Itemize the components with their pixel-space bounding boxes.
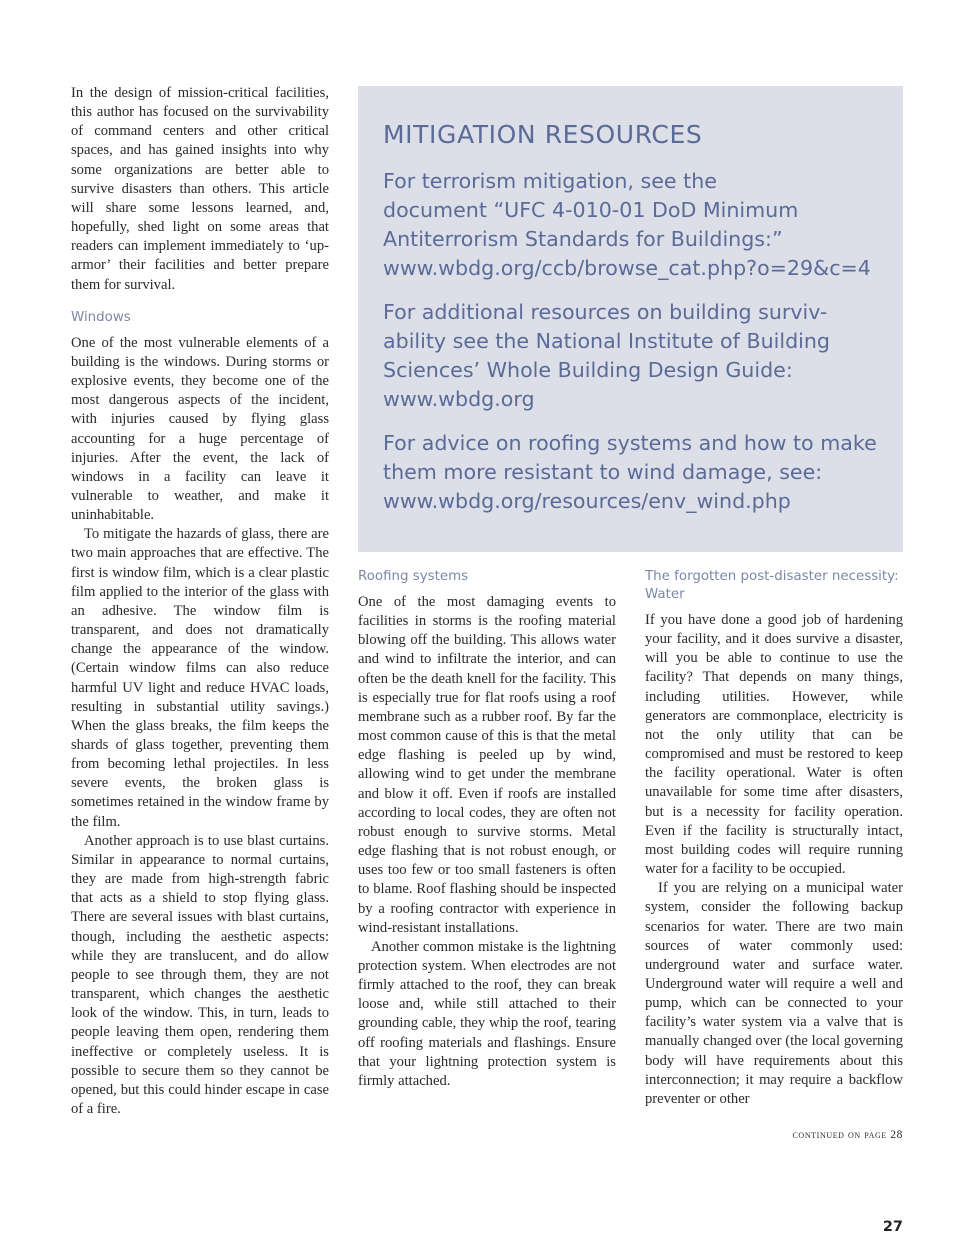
continued-on-page (645, 1129, 903, 1141)
windows-heading: Windows (71, 309, 131, 325)
windows-paragraph-3: Another approach is to use blast curtains. Similar in appearance to normal curtains, they are made from high-strength fabric that acts as a shield to stop flying glass. There are several issues with blast curtains, though, including the aesthetic aspects: while they are translucent, and do allow people to see through them, they are not transparent, which changes the aesthetic look of the window. This, in turn, leads to people leaving them open, rendering them ineffective or completely useless. It is possible to secure them so they cannot be opened, but this could hinder escape in case of a fire. (71, 832, 329, 1117)
sidebar-line: them more resistant to wind damage, see: (383, 460, 823, 484)
intro-paragraph: In the design of mission-critical facilities, this author has focused on the survivability of command centers and other critical spaces, and has gained insights into why some organizations are better able to survive disasters than others. This article will share some lessons learned, and, hopefully, shed light on some areas that readers can implement immediately to ‘up-armor’ their facilities and better prepare them for survival. (71, 85, 329, 293)
left-column (71, 84, 329, 1119)
sidebar-link-env-wind[interactable]: www.wbdg.org/resources/env_wind.php (383, 489, 791, 513)
roofing-paragraph-1: One of the most damaging events to facilities in storms is the roofing material blowing off the building. This allows water and wind to infiltrate the interior, and can often be the death knell for the facility. This is especially true for flat roofs using a roof membrane such as a rubber roof. By far the most common cause of this is that the metal edge flashing is peeled up by wind, allowing wind to get under the membrane and blow it off. Even if roofs are installed according to local codes, they are often not robust enough to survive storms. Metal edge flashing that is not robust enough, or uses too few or too small fasteners is often to blame. Roof flashing should be inspected by a roofing contractor with experience in wind-resistant installations. (358, 594, 616, 936)
sidebar-line: For terrorism mitigation, see the (383, 169, 717, 193)
sidebar-line: For advice on roofing systems and how to make (383, 431, 877, 455)
water-paragraph-2: If you are relying on a municipal water system, consider the following backup scenarios for water. There are two main sources of water commonly used: underground water and surface water. Underground water will require a well and pump, which can be connected to your facility’s water system via a valve that is manually changed over (the local governing body will have requirements about this interconnection; it may require a backflow preventer or other (645, 880, 903, 1107)
roofing-heading: Roofing systems (358, 569, 469, 584)
mitigation-resources-sidebar (358, 86, 903, 552)
windows-paragraph-1: One of the most vulnerable elements of a building is the windows. During storms or explosive events, they become one of the most dangerous aspects of the incident, with injuries caused by flying glass accounting for a huge percentage of injuries. After the event, the lack of windows in a facility can leave it vulnerable to weather, and make it uninhabitable. (71, 334, 329, 524)
sidebar-line: document “UFC 4-010-01 DoD Minimum (383, 198, 799, 222)
roofing-paragraph-2: Another common mistake is the lightning protection system. When electrodes are not firmly attached to the roof, they can break loose and, while still attached to their grounding cable, they whip the roof, tearing off roofing materials and flashings. Ensure that your lightning protection system is firmly attached. (358, 938, 616, 1089)
page-number: 27 (882, 1219, 903, 1235)
continued-text: continued on page 28 (792, 1129, 903, 1141)
sidebar-line: ability see the National Institute of Building (383, 329, 830, 353)
middle-column (358, 568, 616, 1091)
sidebar-line: For additional resources on building surviv- (383, 300, 828, 324)
water-heading: The forgotten post-disaster necessity: Water (645, 569, 899, 602)
sidebar-link-ccb[interactable]: www.wbdg.org/ccb/browse_cat.php?o=29&c=4 (383, 256, 871, 280)
sidebar-paragraph-terrorism (383, 167, 877, 283)
right-column (645, 568, 903, 1109)
sidebar-line: Sciences’ Whole Building Design Guide: (383, 358, 793, 382)
sidebar-paragraph-survivability (383, 298, 877, 414)
sidebar-line: Antiterrorism Standards for Buildings:” (383, 227, 783, 251)
sidebar-paragraph-roofing (383, 429, 877, 516)
windows-paragraph-2: To mitigate the hazards of glass, there are two main approaches that are effective. The first is window film, which is a clear plastic film applied to the interior of the glass with an adhesive. The window film is transparent, and does not dramatically change the appearance of the window. (Certain window films can also reduce harmful UV light and reduce HVAC loads, resulting in substantial utility savings.) When the glass breaks, the film keeps the shards of glass together, preventing them from becoming lethal projectiles. In less severe events, the broken glass is sometimes retained in the window frame by the film. (71, 526, 329, 830)
sidebar-link-wbdg[interactable]: www.wbdg.org (383, 387, 535, 411)
sidebar-title: MITIGATION RESOURCES (383, 120, 703, 149)
water-paragraph-1: If you have done a good job of hardening your facility, and it does survive a disaster, will you be able to continue to use the facility? That depends on many things, including utilities. However, while generators are commonplace, electricity is not the only utility that can be compromised and must be restored to keep the facility operational. Water is often unavailable for some time after disasters, but is a necessity for facility operation. Even if the facility is structurally intact, most building codes will require running water for a facility to be occupied. (645, 612, 903, 878)
